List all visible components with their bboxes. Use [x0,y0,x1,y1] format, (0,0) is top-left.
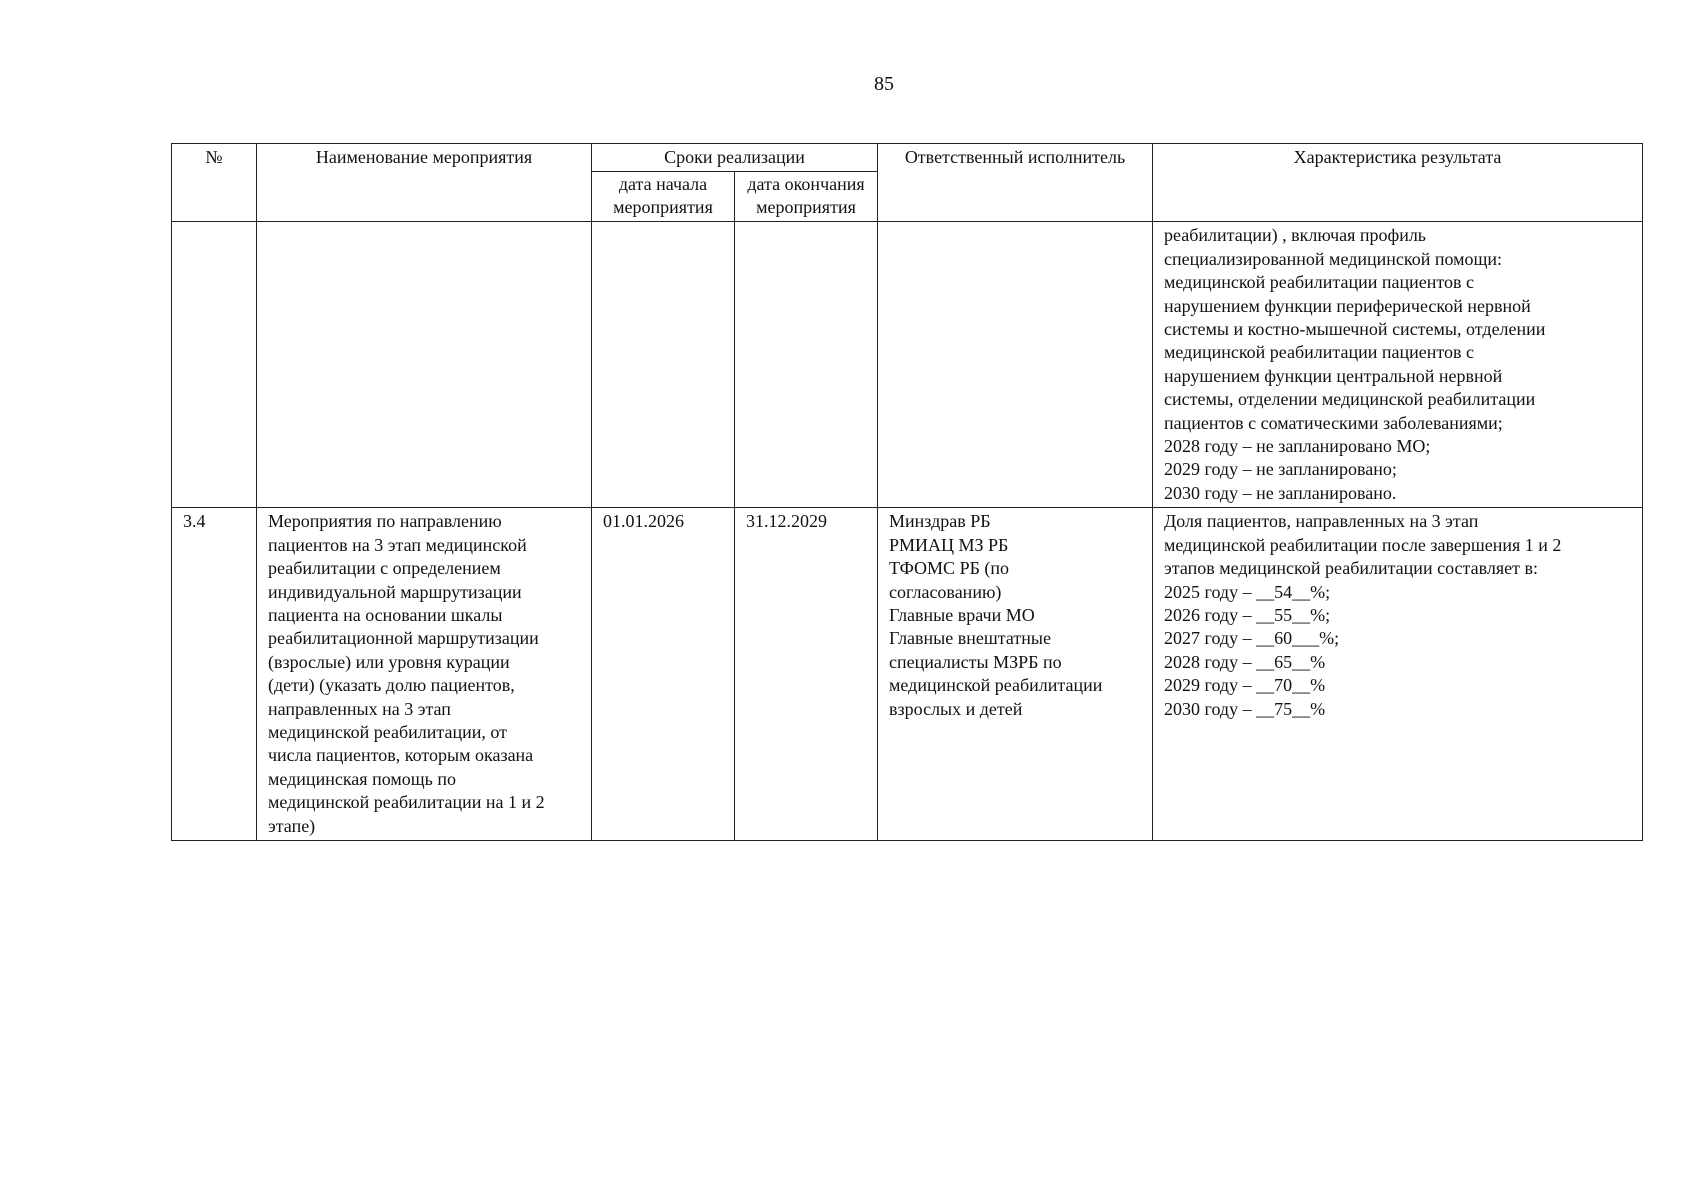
result-line: медицинской реабилитации после завершения 1 и 2 [1164,534,1562,555]
result-line: 2029 году – __70__% [1164,675,1326,696]
result-line: 2028 году – не запланировано МО; [1164,436,1431,457]
result-line: пациентов с соматическими заболеваниями; [1164,412,1503,433]
name-line: реабилитации с определением [268,558,501,579]
responsible-line: РМИАЦ МЗ РБ [889,534,1009,555]
responsible-line: Главные внештатные [889,628,1051,649]
result-line: 2030 году – __75__% [1164,698,1326,719]
name-line: индивидуальной маршрутизации [268,581,522,602]
cell-num: 3.4 [172,508,257,841]
name-line: медицинской реабилитации на 1 и 2 [268,792,545,813]
header-result: Характеристика результата [1153,144,1643,222]
page-number: 85 [874,73,894,95]
result-line: 2030 году – не запланировано. [1164,482,1397,503]
table-row [172,222,1643,508]
header-row [172,144,1643,172]
result-line: медицинской реабилитации пациентов с [1164,342,1475,363]
result-line: реабилитации) , включая профиль [1164,225,1427,246]
name-line: пациента на основании шкалы [268,604,503,625]
responsible-line: Главные врачи МО [889,604,1035,625]
name-line: пациентов на 3 этап медицинской [268,534,527,555]
cell-result [1153,222,1643,508]
cell-start-date [592,222,735,508]
name-text [268,510,580,838]
responsible-line: взрослых и детей [889,698,1023,719]
result-line: этапов медицинской реабилитации составляет в: [1164,558,1538,579]
responsible-line: ТФОМС РБ (по [889,558,1010,579]
name-line: (взрослые) или уровня курации [268,651,510,672]
result-line: Доля пациентов, направленных на 3 этап [1164,511,1479,532]
name-line: медицинская помощь по [268,768,456,789]
cell-name [257,222,592,508]
name-line: реабилитационной маршрутизации [268,628,539,649]
measures-table [171,143,1643,841]
responsible-line: медицинской реабилитации [889,675,1103,696]
cell-responsible [878,222,1153,508]
result-line: 2025 году – __54__%; [1164,581,1331,602]
result-line: 2027 году – __60___%; [1164,628,1340,649]
cell-start-date: 01.01.2026 [592,508,735,841]
header-name: Наименование мероприятия [257,144,592,222]
result-line: специализированной медицинской помощи: [1164,248,1503,269]
name-line: (дети) (указать долю пациентов, [268,675,515,696]
result-line: нарушением функции периферической нервной [1164,295,1531,316]
result-line: системы, отделении медицинской реабилитации [1164,389,1536,410]
header-responsible: Ответственный исполнитель [878,144,1153,222]
result-line: 2026 году – __55__%; [1164,604,1331,625]
responsible-text [889,510,1141,721]
result-line: 2028 году – __65__% [1164,651,1326,672]
header-terms: Сроки реализации [592,144,878,172]
result-line: нарушением функции центральной нервной [1164,365,1503,386]
result-line: системы и костно-мышечной системы, отделении [1164,319,1546,340]
result-text [1164,224,1631,505]
name-line: этапе) [268,815,316,836]
responsible-line: согласованию) [889,581,1002,602]
table-row [172,508,1643,841]
name-line: Мероприятия по направлению [268,511,502,532]
cell-result [1153,508,1643,841]
name-line: направленных на 3 этап [268,698,451,719]
cell-responsible [878,508,1153,841]
result-line: 2029 году – не запланировано; [1164,459,1397,480]
header-num: № [172,144,257,222]
result-line: медицинской реабилитации пациентов с [1164,272,1475,293]
header-end-date: дата окончания мероприятия [735,172,878,222]
name-line: числа пациентов, которым оказана [268,745,534,766]
cell-end-date: 31.12.2029 [735,508,878,841]
result-text [1164,510,1631,721]
responsible-line: Минздрав РБ [889,511,991,532]
header-start-date: дата начала мероприятия [592,172,735,222]
cell-end-date [735,222,878,508]
name-line: медицинской реабилитации, от [268,721,507,742]
responsible-line: специалисты МЗРБ по [889,651,1062,672]
cell-num [172,222,257,508]
cell-name [257,508,592,841]
